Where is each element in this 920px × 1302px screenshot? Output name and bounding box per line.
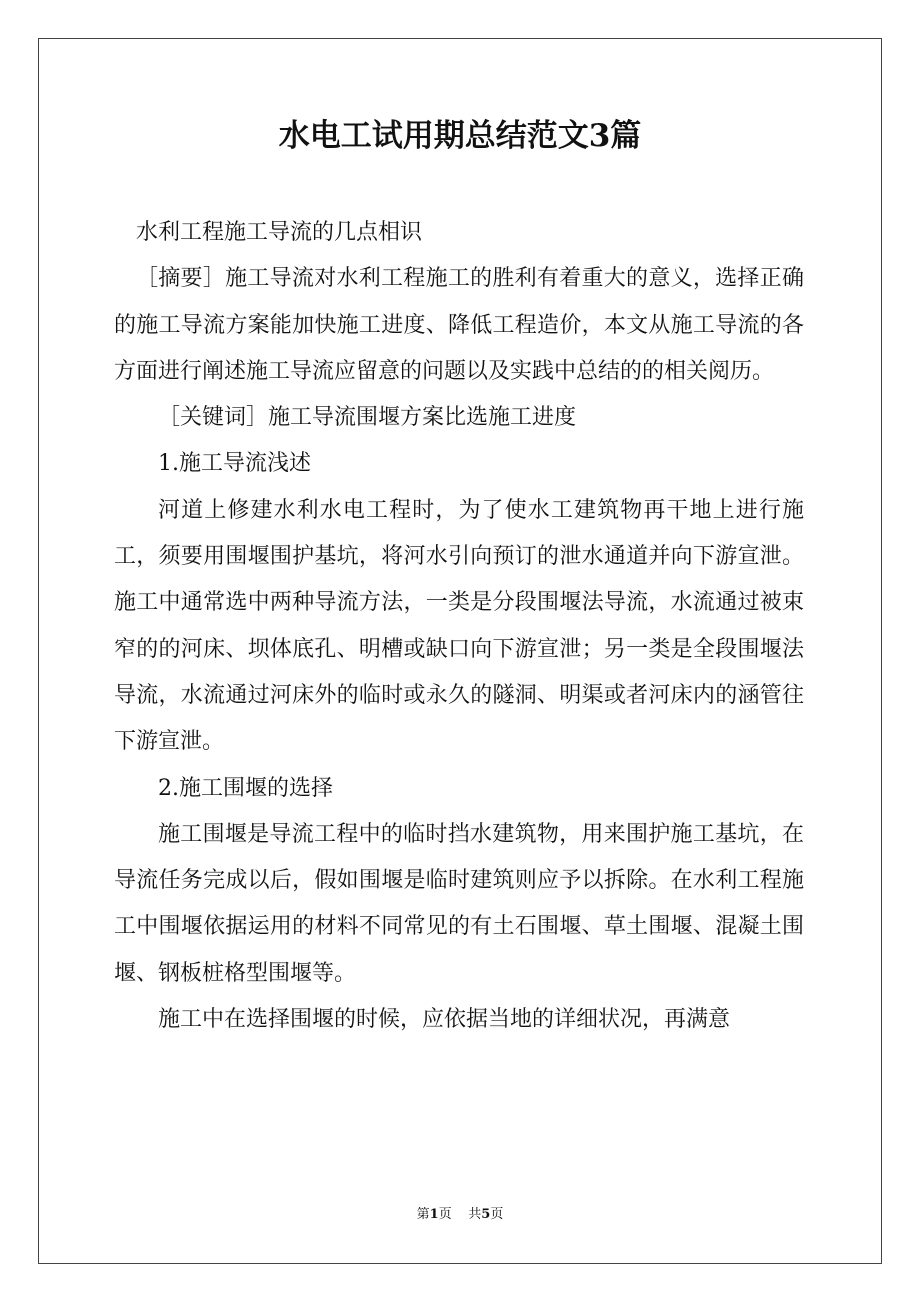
page-label-prefix: 第 <box>416 1207 430 1222</box>
total-pages: 5 <box>481 1207 491 1222</box>
page-label-suffix: 页 <box>438 1207 452 1222</box>
keywords-paragraph: ［关键词］施工导流围堰方案比选施工进度 <box>158 405 577 431</box>
page-number: 1 <box>429 1207 439 1222</box>
body-paragraph: 施工中在选择围堰的时候，应依据当地的详细状况，再满意 <box>158 1007 731 1033</box>
heading-1: 1.施工导流浅述 <box>158 451 311 477</box>
document-body <box>114 210 804 1043</box>
section-heading: 水利工程施工导流的几点相识 <box>136 220 423 245</box>
body-paragraph: 河道上修建水利水电工程时，为了使水工建筑物再干地上进行施工，须要用围堰围护基坑，将河水引向预订的泄水通道并向下游宣泄。施工中通常选中两种导流方法，一类是分段围堰法导流，水流通过被束窄的的河床、坝体底孔、明槽或缺口向下游宣泄；另一类是全段围堰法导流，水流通过河床外的临时或永久的隧洞、明渠或者河床内的涵管往下游宣泄。 <box>114 497 804 755</box>
document-title: 水电工试用期总结范文3篇 <box>278 118 642 154</box>
page-footer <box>0 1205 920 1225</box>
body-paragraph: 施工围堰是导流工程中的临时挡水建筑物，用来围护施工基坑，在导流任务完成以后，假如围堰是临时建筑则应予以拆除。在水利工程施工中围堰依据运用的材料不同常见的有土石围堰、草土围堰、混凝土围堰、钢板桩格型围堰等。 <box>114 821 804 986</box>
heading-2: 2.施工围堰的选择 <box>158 775 333 801</box>
abstract-paragraph: ［摘要］施工导流对水利工程施工的胜利有着重大的意义，选择正确的施工导流方案能加快施工进度、降低工程造价，本文从施工导流的各方面进行阐述施工导流应留意的问题以及实践中总结的的相关阅历。 <box>114 266 804 384</box>
total-label-suffix: 页 <box>490 1207 504 1222</box>
total-label-prefix: 共 <box>468 1207 482 1222</box>
